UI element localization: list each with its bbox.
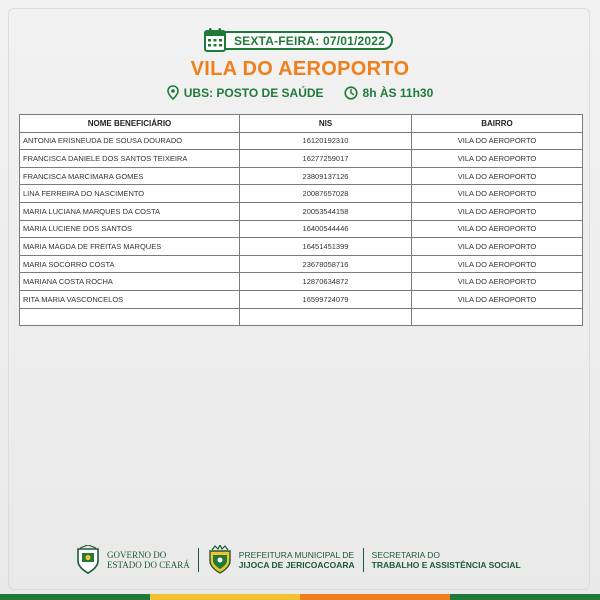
table-header-row	[20, 115, 583, 133]
calendar-icon	[204, 27, 226, 53]
table-row	[20, 273, 583, 291]
cell-bairro: VILA DO AEROPORTO	[412, 290, 583, 308]
table-row	[20, 150, 583, 168]
cell-bairro: VILA DO AEROPORTO	[412, 150, 583, 168]
table-row	[20, 132, 583, 150]
footer-divider	[198, 548, 199, 572]
table-row	[20, 167, 583, 185]
cell-nis: 23809137126	[240, 167, 412, 185]
cell-name: RITA MARIA VASCONCELOS	[20, 290, 240, 308]
date-label: SEXTA-FEIRA: 07/01/2022	[233, 33, 386, 48]
location-time-line	[0, 85, 600, 100]
footer-logos	[75, 543, 525, 577]
cell-bairro: VILA DO AEROPORTO	[412, 255, 583, 273]
secretariat-name	[372, 550, 521, 570]
cell-bairro: VILA DO AEROPORTO	[412, 167, 583, 185]
cell-empty	[240, 308, 412, 326]
sec-line2: TRABALHO E ASSISTÊNCIA SOCIAL	[371, 560, 521, 570]
column-header-name: NOME BENEFICIÁRIO	[20, 115, 240, 133]
gov-line1: GOVERNO DO	[107, 550, 167, 560]
cell-nis: 16599724079	[240, 290, 412, 308]
ceara-coat-of-arms-icon	[75, 545, 101, 575]
cell-nis: 16120192310	[240, 132, 412, 150]
cell-name: LINA FERREIRA DO NASCIMENTO	[20, 185, 240, 203]
cell-nis: 16451451399	[240, 238, 412, 256]
footer-divider-2	[363, 548, 364, 572]
cell-bairro: VILA DO AEROPORTO	[412, 185, 583, 203]
cell-nis: 23678058716	[240, 255, 412, 273]
pref-line2: JIJOCA DE JERICOACOARA	[238, 560, 355, 570]
color-stripe	[0, 594, 600, 600]
cell-bairro: VILA DO AEROPORTO	[412, 220, 583, 238]
cell-bairro: VILA DO AEROPORTO	[412, 202, 583, 220]
table-row	[20, 202, 583, 220]
stripe-segment	[0, 594, 150, 600]
table-row	[20, 238, 583, 256]
table-row	[20, 290, 583, 308]
location-label: UBS: POSTO DE SAÚDE	[183, 85, 324, 100]
cell-bairro: VILA DO AEROPORTO	[412, 273, 583, 291]
cell-name: ANTONIA ERISNEUDA DE SOUSA DOURADO	[20, 132, 240, 150]
pref-line1: PREFEITURA MUNICIPAL DE	[238, 550, 355, 560]
table-row-empty	[20, 308, 583, 326]
cell-empty	[412, 308, 583, 326]
cell-empty	[20, 308, 240, 326]
cell-bairro: VILA DO AEROPORTO	[412, 238, 583, 256]
gov-line2: ESTADO DO CEARÁ	[107, 560, 190, 570]
cell-name: MARIA SOCORRO COSTA	[20, 255, 240, 273]
table-row	[20, 220, 583, 238]
stripe-segment	[150, 594, 300, 600]
page-title: VILA DO AEROPORTO	[190, 58, 410, 80]
beneficiary-table	[19, 114, 583, 326]
cell-nis: 16277259017	[240, 150, 412, 168]
clock-icon	[344, 86, 358, 100]
table-row	[20, 255, 583, 273]
cell-bairro: VILA DO AEROPORTO	[412, 132, 583, 150]
table-row	[20, 185, 583, 203]
jijoca-coat-of-arms-icon	[207, 545, 233, 575]
stripe-segment	[450, 594, 600, 600]
cell-name: MARIANA COSTA ROCHA	[20, 273, 240, 291]
time-label: 8h ÀS 11h30	[362, 85, 434, 100]
column-header-bairro: BAIRRO	[412, 115, 583, 133]
table-body	[20, 132, 583, 326]
stripe-segment	[300, 594, 450, 600]
cell-name: MARIA MAGDA DE FREITAS MARQUES	[20, 238, 240, 256]
cell-name: FRANCISCA MARCIMARA GOMES	[20, 167, 240, 185]
state-government-name	[107, 550, 190, 570]
cell-name: MARIA LUCIENE DOS SANTOS	[20, 220, 240, 238]
cell-nis: 16400544446	[240, 220, 412, 238]
cell-nis: 20087657028	[240, 185, 412, 203]
cell-name: MARIA LUCIANA MARQUES DA COSTA	[20, 202, 240, 220]
column-header-nis: NIS	[240, 115, 412, 133]
cell-nis: 20053544158	[240, 202, 412, 220]
sec-line1: SECRETARIA DO	[371, 550, 440, 560]
date-badge	[210, 31, 393, 50]
cell-nis: 12870634872	[240, 273, 412, 291]
municipality-name	[239, 550, 355, 570]
cell-name: FRANCISCA DANIELE DOS SANTOS TEIXEIRA	[20, 150, 240, 168]
location-pin-icon	[167, 85, 179, 100]
